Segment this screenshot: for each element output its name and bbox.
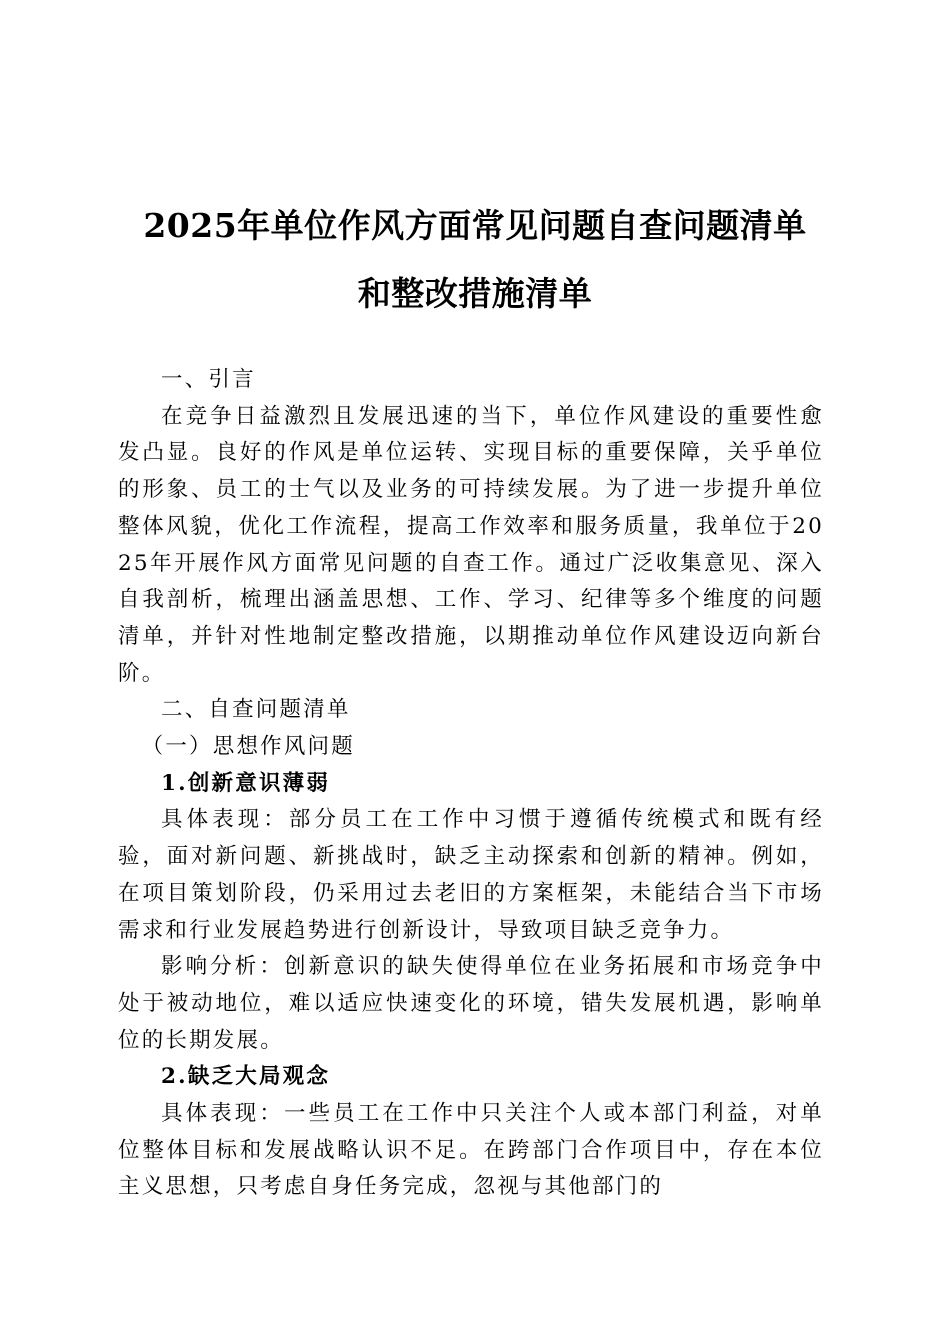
item-heading-innovation: 1.创新意识薄弱 <box>161 770 331 796</box>
title-line-1: 2025年单位作风方面常见问题自查问题清单 <box>143 206 807 245</box>
item-heading-overall-view: 2.缺乏大局观念 <box>161 1064 331 1090</box>
section-heading-problem-list: 二、自查问题清单 <box>161 697 351 723</box>
document-title <box>60 192 890 328</box>
subsection-heading-ideology: （一）思想作风问题 <box>141 734 355 760</box>
item2-performance-paragraph: 具体表现：一些员工在工作中只关注个人或本部门利益，对单位整体目标和发展战略认识不足。在跨部门合作项目中，存在本位主义思想，只考虑自身任务完成，忽视与其他部门的 <box>118 1101 824 1200</box>
item1-performance-paragraph: 具体表现：部分员工在工作中习惯于遵循传统模式和既有经验，面对新问题、新挑战时，缺乏主动探索和创新的精神。例如，在项目策划阶段，仍采用过去老旧的方案框架，未能结合当下市场需求和行业发展趋势进行创新设计，导致项目缺乏竞争力。 <box>118 807 824 943</box>
introduction-paragraph: 在竞争日益激烈且发展迅速的当下，单位作风建设的重要性愈发凸显。良好的作风是单位运转、实现目标的重要保障，关乎单位的形象、员工的士气以及业务的可持续发展。为了进一步提升单位整体风貌，优化工作流程，提高工作效率和服务质量，我单位于2025年开展作风方面常见问题的自查工作。通过广泛收集意见、深入自我剖析，梳理出涵盖思想、工作、学习、纪律等多个维度的问题清单，并针对性地制定整改措施，以期推动单位作风建设迈向新台阶。 <box>118 403 824 686</box>
section-heading-introduction: 一、引言 <box>161 367 256 392</box>
title-line-2: 和整改措施清单 <box>357 274 593 313</box>
item1-impact-paragraph: 影响分析：创新意识的缺失使得单位在业务拓展和市场竞争中处于被动地位，难以适应快速变化的环境，错失发展机遇，影响单位的长期发展。 <box>118 954 824 1053</box>
document-body <box>118 362 824 1206</box>
